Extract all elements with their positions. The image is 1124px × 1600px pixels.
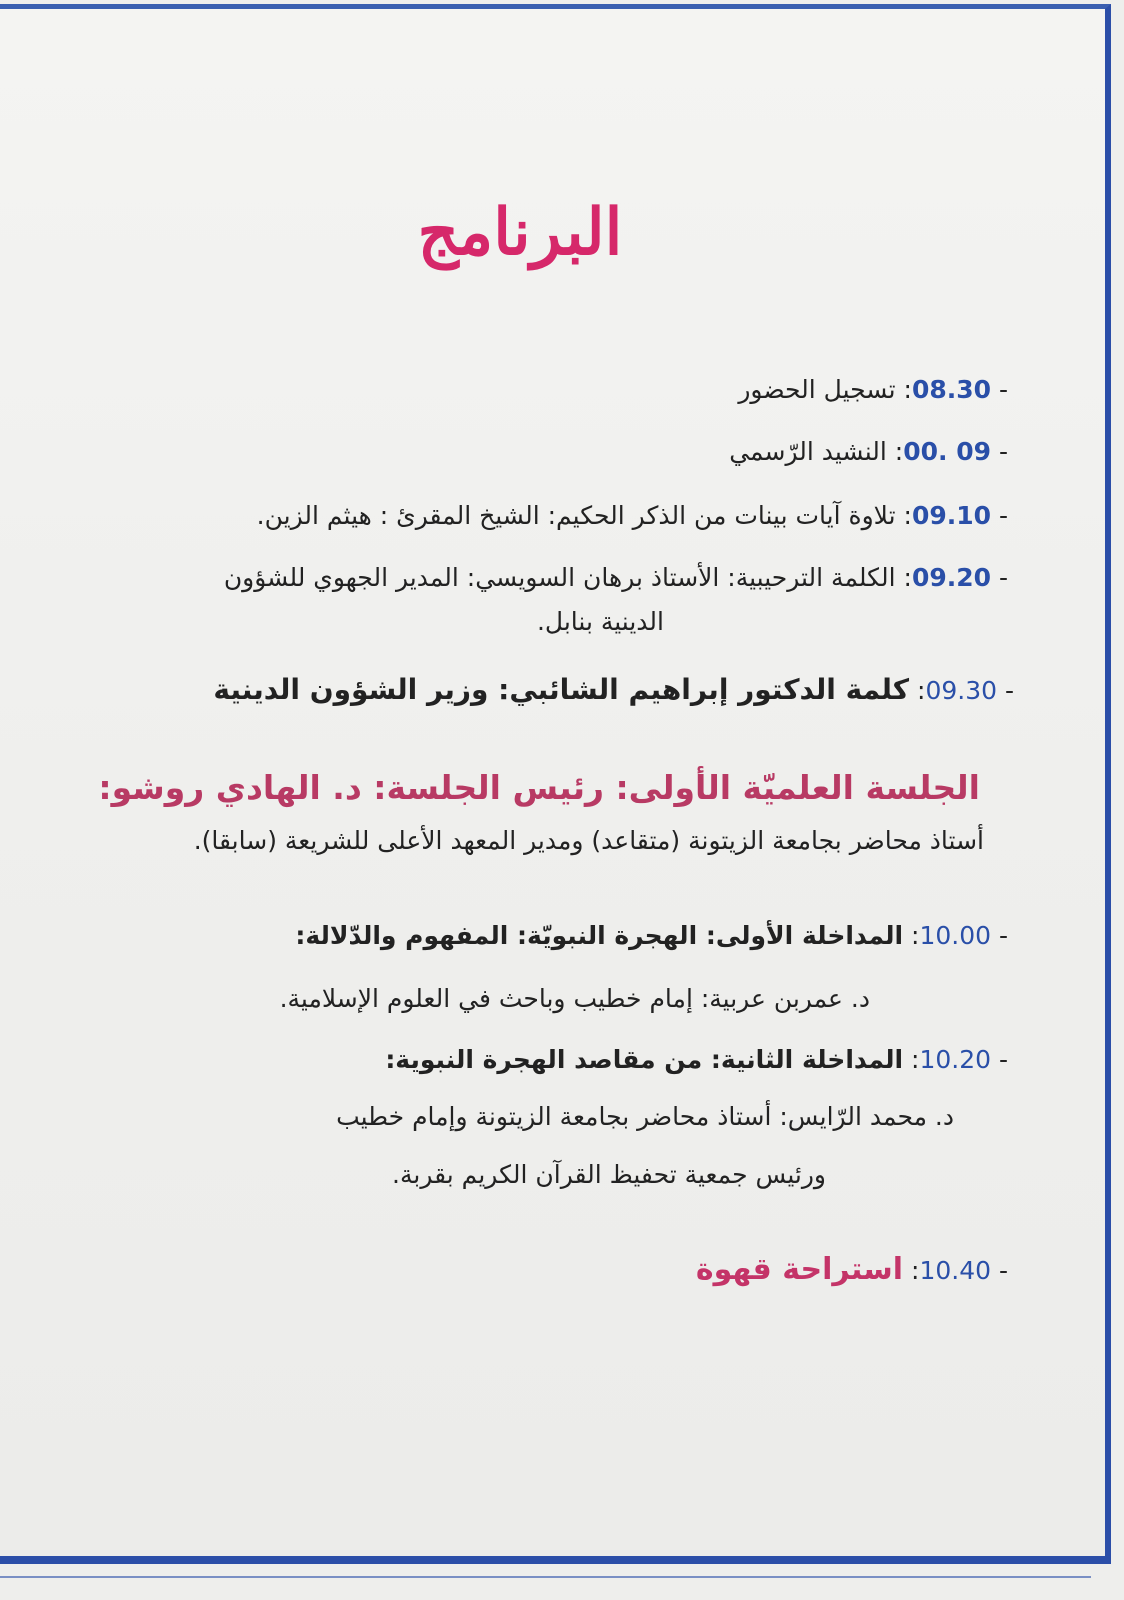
program-item: - 09 .00: النشيد الرّسمي (729, 437, 1008, 466)
item-text: كلمة الدكتور إبراهيم الشائبي: وزير الشؤون الدينية (213, 673, 910, 706)
talk-item: - 10.20: المداخلة الثانية: من مقاصد الهجرة النبوية: (385, 1045, 1008, 1074)
item-time: 10.40 (919, 1256, 992, 1285)
talk-title: المداخلة الأولى: الهجرة النبويّة: المفهوم والدّلالة: (295, 921, 904, 950)
session-chair-description: أستاذ محاضر بجامعة الزيتونة (متقاعد) ومدير المعهد الأعلى للشريعة (سابقا). (193, 826, 984, 855)
item-time: 09.10 (911, 501, 992, 530)
item-text: النشيد الرّسمي (729, 437, 887, 466)
frame-bottom-line (0, 1576, 1091, 1578)
program-item: - 08.30: تسجيل الحضور (738, 375, 1008, 404)
program-item: - 09.10: تلاوة آيات بينات من الذكر الحكيم: الشيخ المقرئ : هيثم الزين. (256, 501, 1008, 530)
page-title: البرنامج (417, 195, 623, 270)
talk-title: المداخلة الثانية: من مقاصد الهجرة النبوية: (385, 1045, 904, 1074)
program-item-continuation: الدينية بنابل. (536, 607, 664, 636)
talk-speaker-continuation: ورئيس جمعية تحفيظ القرآن الكريم بقربة. (392, 1160, 826, 1189)
talk-item: - 10.00: المداخلة الأولى: الهجرة النبويّة: المفهوم والدّلالة: (295, 921, 1008, 950)
item-text: تلاوة آيات بينات من الذكر الحكيم: الشيخ المقرئ : هيثم الزين. (256, 501, 896, 530)
session-heading: الجلسة العلميّة الأولى: رئيس الجلسة: د. الهادي روشو: (98, 768, 980, 807)
item-text: الكلمة الترحيبية: الأستاذ برهان السويسي: المدير الجهوي للشؤون (223, 563, 896, 592)
item-time: 08.30 (911, 375, 992, 404)
program-item: - 09.20: الكلمة الترحيبية: الأستاذ برهان السويسي: المدير الجهوي للشؤون (223, 563, 1008, 592)
item-time: 09.30 (925, 676, 998, 705)
talk-speaker: د. عمربن عربية: إمام خطيب وباحث في العلوم الإسلامية. (279, 984, 870, 1013)
item-text: تسجيل الحضور (738, 375, 896, 404)
item-time: 09.20 (911, 563, 992, 592)
item-time: 10.00 (919, 921, 992, 950)
coffee-break-label: استراحة قهوة (695, 1252, 904, 1287)
program-item: - 09.30: كلمة الدكتور إبراهيم الشائبي: وزير الشؤون الدينية (213, 673, 1014, 706)
item-time: 10.20 (919, 1045, 992, 1074)
coffee-break-item: - 10.40: استراحة قهوة (695, 1252, 1008, 1287)
item-time: 09 .00 (903, 437, 992, 466)
talk-speaker: د. محمد الرّايس: أستاذ محاضر بجامعة الزيتونة وإمام خطيب (336, 1102, 954, 1131)
